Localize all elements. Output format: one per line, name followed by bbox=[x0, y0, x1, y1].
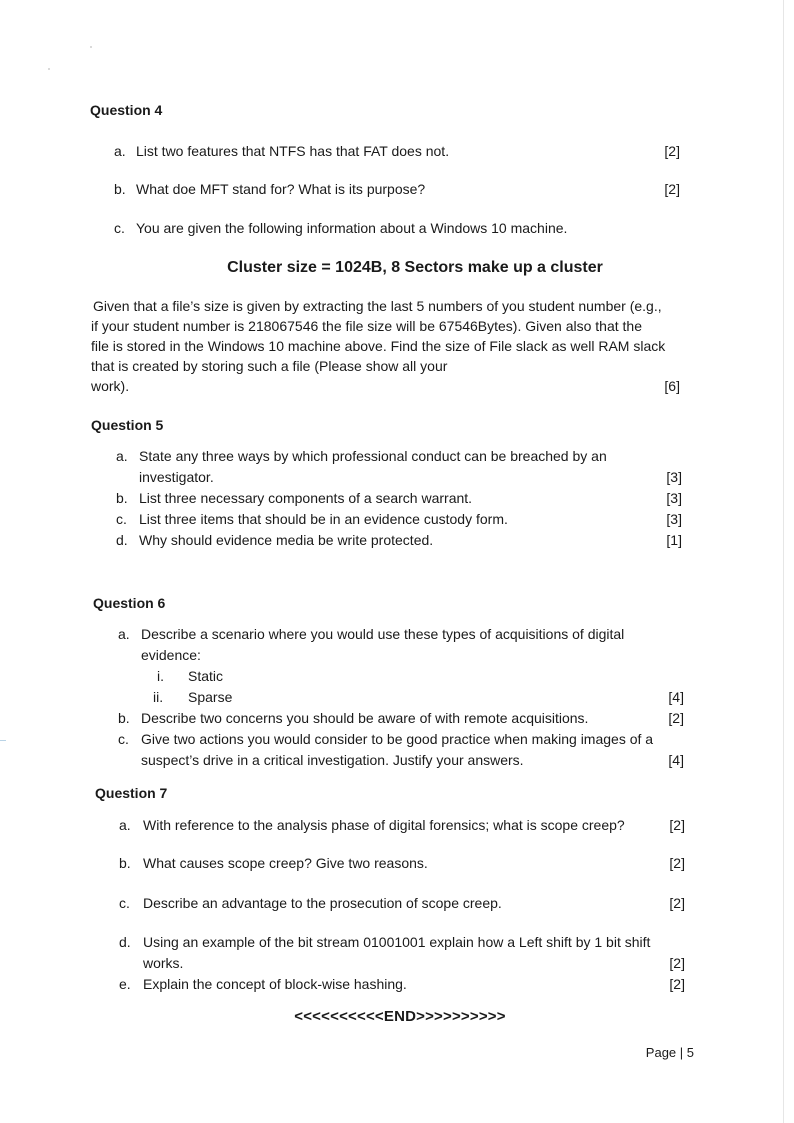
q7d-letter: d. bbox=[119, 934, 131, 950]
q7c-mark: [2] bbox=[669, 895, 685, 911]
scan-edge bbox=[783, 0, 784, 1123]
q6c-text-line2: suspect’s drive in a critical investigation. Justify your answers. bbox=[141, 752, 524, 768]
q7d-text-line1: Using an example of the bit stream 01001001 explain how a Left shift by 1 bit shift bbox=[143, 934, 651, 950]
q6a-sub-ii-text: Sparse bbox=[188, 689, 233, 705]
q4a-mark: [2] bbox=[664, 143, 680, 159]
q6a-letter: a. bbox=[118, 626, 130, 642]
q4b-text: What doe MFT stand for? What is its purpose? bbox=[136, 181, 426, 197]
q7a-mark: [2] bbox=[669, 817, 685, 833]
q6a-text-line1: Describe a scenario where you would use these types of acquisitions of digital bbox=[141, 626, 625, 642]
end-marker: <<<<<<<<<<END>>>>>>>>>> bbox=[294, 1008, 506, 1025]
q6a-sub-i-text: Static bbox=[188, 668, 224, 684]
cluster-info: Cluster size = 1024B, 8 Sectors make up a cluster bbox=[227, 259, 603, 276]
q4-paragraph-line: work). bbox=[91, 378, 130, 394]
q6b-letter: b. bbox=[118, 710, 130, 726]
q6a-sub-ii-number: ii. bbox=[153, 689, 164, 705]
q5c-text: List three items that should be in an evidence custody form. bbox=[139, 511, 508, 527]
q6a-text-line2: evidence: bbox=[141, 647, 201, 663]
q5d-mark: [1] bbox=[666, 532, 682, 548]
q4c-letter: c. bbox=[114, 220, 125, 236]
q6b-mark: [2] bbox=[668, 710, 684, 726]
q7c-text: Describe an advantage to the prosecution of scope creep. bbox=[143, 895, 502, 911]
scan-speck bbox=[48, 68, 50, 70]
q5a-mark: [3] bbox=[666, 469, 682, 485]
q7b-text: What causes scope creep? Give two reasons. bbox=[143, 855, 428, 871]
question-6-heading: Question 6 bbox=[93, 595, 166, 611]
q7b-letter: b. bbox=[119, 855, 131, 871]
q7c-letter: c. bbox=[119, 895, 130, 911]
q5b-text: List three necessary components of a search warrant. bbox=[139, 490, 473, 506]
q7e-mark: [2] bbox=[669, 976, 685, 992]
q6c-mark: [4] bbox=[668, 752, 684, 768]
q6c-text-line1: Give two actions you would consider to be good practice when making images of a bbox=[141, 731, 654, 747]
question-7-heading: Question 7 bbox=[95, 785, 168, 801]
question-4-heading: Question 4 bbox=[90, 102, 163, 118]
q5a-text-line2: investigator. bbox=[139, 469, 214, 485]
q5a-text-line1: State any three ways by which professional conduct can be breached by an bbox=[139, 448, 607, 464]
q5c-letter: c. bbox=[116, 511, 127, 527]
q4b-letter: b. bbox=[114, 181, 126, 197]
q4-paragraph-line: file is stored in the Windows 10 machine above. Find the size of File slack as well RAM slack bbox=[91, 338, 666, 354]
scan-speck bbox=[90, 46, 92, 48]
q5b-letter: b. bbox=[116, 490, 128, 506]
q7a-text: With reference to the analysis phase of digital forensics; what is scope creep? bbox=[143, 817, 625, 833]
q6c-letter: c. bbox=[118, 731, 129, 747]
q5d-letter: d. bbox=[116, 532, 128, 548]
q5c-mark: [3] bbox=[666, 511, 682, 527]
q4-paragraph-line: if your student number is 218067546 the file size will be 67546Bytes). Given also that the bbox=[91, 318, 642, 334]
q5b-mark: [3] bbox=[666, 490, 682, 506]
q7d-text-line2: works. bbox=[143, 955, 184, 971]
q4-paragraph-mark: [6] bbox=[664, 378, 680, 394]
q7d-mark: [2] bbox=[669, 955, 685, 971]
q4c-text: You are given the following information about a Windows 10 machine. bbox=[136, 220, 568, 236]
q6b-text: Describe two concerns you should be aware of with remote acquisitions. bbox=[141, 710, 589, 726]
q4a-text: List two features that NTFS has that FAT does not. bbox=[136, 143, 450, 159]
scan-mark bbox=[0, 740, 6, 741]
q4b-mark: [2] bbox=[664, 181, 680, 197]
q4-paragraph-line: that is created by storing such a file (Please show all your bbox=[91, 358, 448, 374]
q6a-mark: [4] bbox=[668, 689, 684, 705]
q4-paragraph-line: Given that a file’s size is given by extracting the last 5 numbers of you student number (e.g., bbox=[93, 298, 662, 314]
q4a-letter: a. bbox=[114, 143, 126, 159]
question-5-heading: Question 5 bbox=[91, 417, 164, 433]
q6a-sub-i-number: i. bbox=[157, 668, 164, 684]
q7b-mark: [2] bbox=[669, 855, 685, 871]
q5a-letter: a. bbox=[116, 448, 128, 464]
q5d-text: Why should evidence media be write protected. bbox=[139, 532, 434, 548]
q7e-letter: e. bbox=[119, 976, 131, 992]
q7a-letter: a. bbox=[119, 817, 131, 833]
page-number: Page | 5 bbox=[645, 1045, 694, 1060]
q7e-text: Explain the concept of block-wise hashing. bbox=[143, 976, 407, 992]
